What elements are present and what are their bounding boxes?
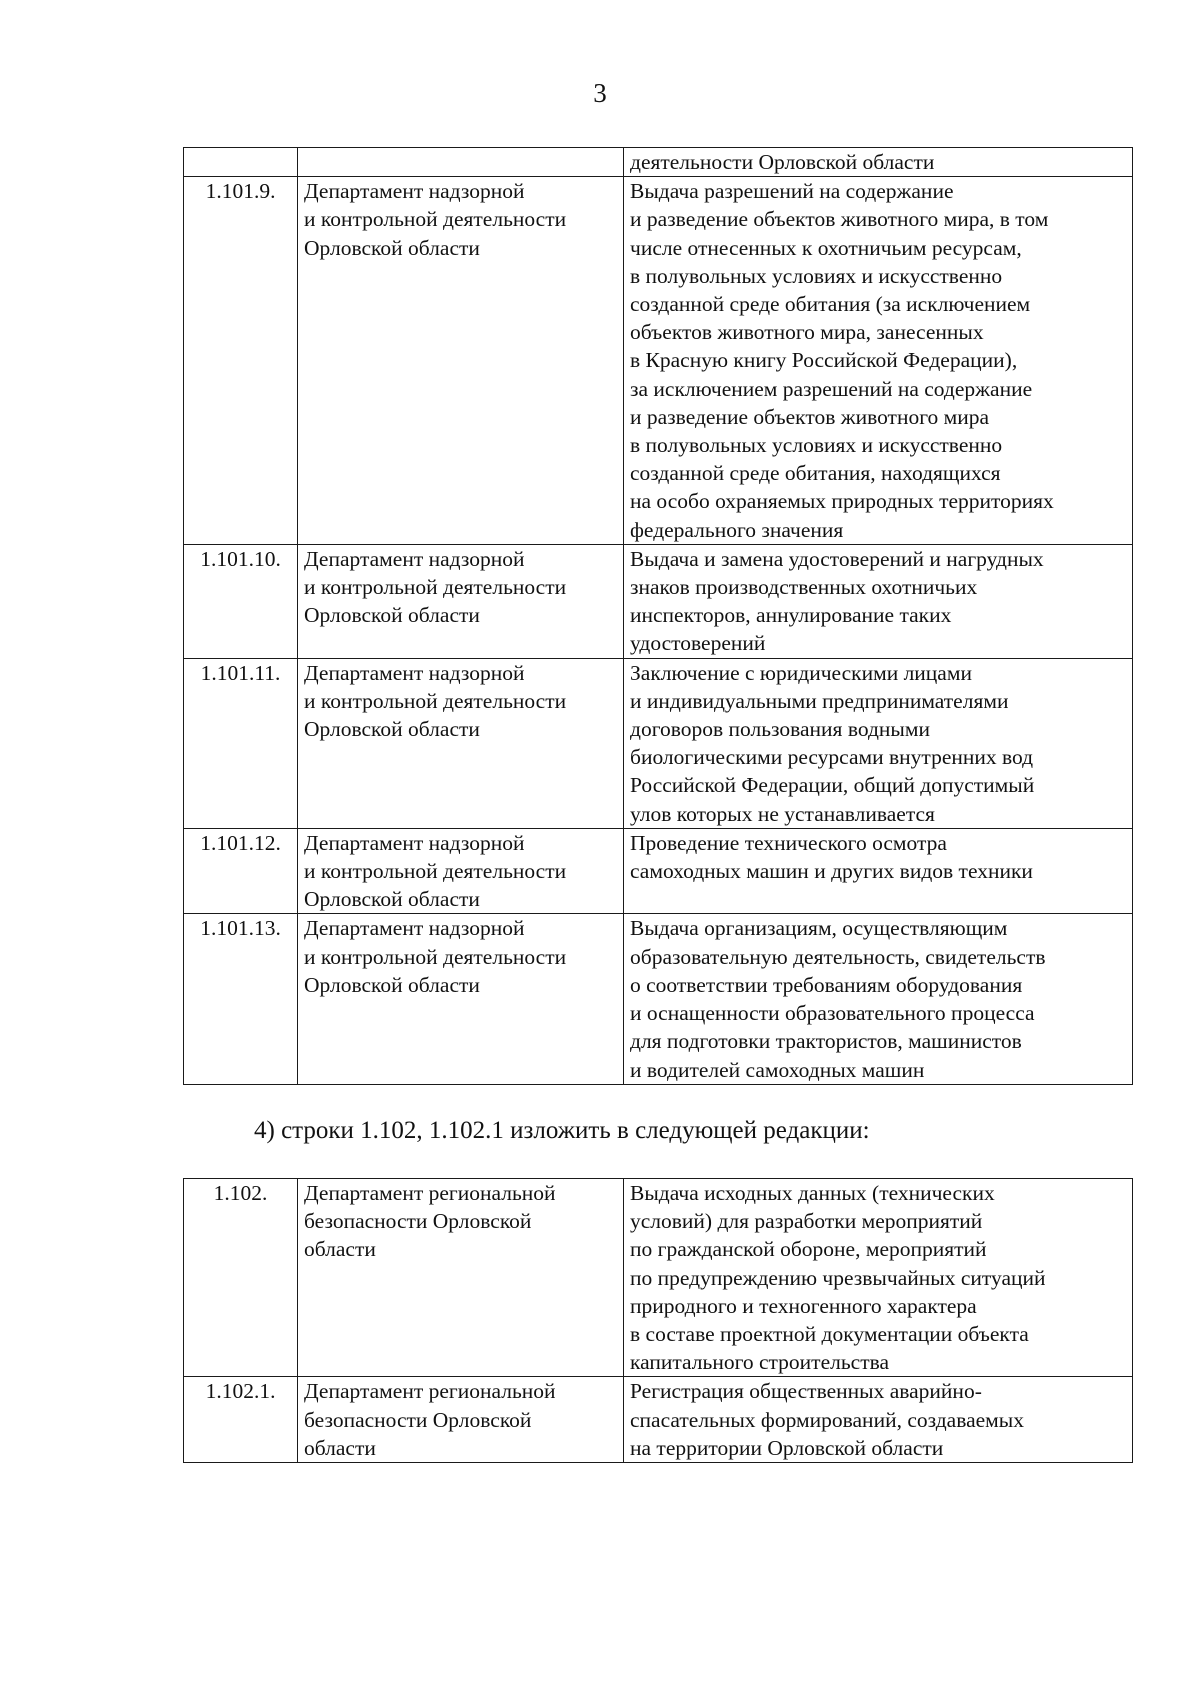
service-cell: Заключение с юридическими лицами и индивидуальными предпринимателями договоров пользования водными биологическими ресурсами внутренних вод Российской Федерации, общий допустимый улов которых не устанавливается (624, 658, 1133, 828)
service-cell: деятельности Орловской области (624, 148, 1133, 177)
department-cell: Департамент надзорной и контрольной деятельности Орловской области (298, 177, 624, 545)
table-row (184, 1377, 1133, 1463)
service-cell: Выдача разрешений на содержание и разведение объектов животного мира, в том числе отнесенных к охотничьим ресурсам, в полувольных условиях и искусственно созданной среде обитания (за исключением объектов животного мира, занесенных в Красную книгу Российской Федерации), за исключением разрешений на содержание и разведение объектов животного мира в полувольных условиях и искусственно созданной среде обитания, находящихся на особо охраняемых природных территориях федерального значения (624, 177, 1133, 545)
table-row (184, 828, 1133, 914)
department-cell: Департамент региональной безопасности Орловской области (298, 1377, 624, 1463)
service-cell: Проведение технического осмотра самоходных машин и других видов техники (624, 828, 1133, 914)
page-number: 3 (593, 78, 607, 108)
service-cell: Выдача исходных данных (технических условий) для разработки мероприятий по гражданской обороне, мероприятий по предупреждению чрезвычайных ситуаций природного и техногенного характера в составе проектной документации объекта капитального строительства (624, 1179, 1133, 1377)
department-cell: Департамент региональной безопасности Орловской области (298, 1179, 624, 1377)
row-number (184, 148, 298, 177)
table-row (184, 544, 1133, 658)
row-number: 1.101.12. (184, 828, 298, 914)
row-number: 1.102.1. (184, 1377, 298, 1463)
service-cell: Регистрация общественных аварийно- спасательных формирований, создаваемых на территории Орловской области (624, 1377, 1133, 1463)
table-row (184, 1179, 1133, 1377)
table-row (184, 658, 1133, 828)
table-row (184, 177, 1133, 545)
amendment-instruction: 4) строки 1.102, 1.102.1 изложить в следующей редакции: (254, 1117, 870, 1144)
row-number: 1.102. (184, 1179, 298, 1377)
services-table-1 (183, 147, 1133, 1085)
department-cell: Департамент надзорной и контрольной деятельности Орловской области (298, 828, 624, 914)
row-number: 1.101.13. (184, 914, 298, 1084)
row-number: 1.101.9. (184, 177, 298, 545)
department-cell: Департамент надзорной и контрольной деятельности Орловской области (298, 658, 624, 828)
service-cell: Выдача и замена удостоверений и нагрудных знаков производственных охотничьих инспекторов, аннулирование таких удостоверений (624, 544, 1133, 658)
table-row (184, 914, 1133, 1084)
department-cell: Департамент надзорной и контрольной деятельности Орловской области (298, 914, 624, 1084)
row-number: 1.101.10. (184, 544, 298, 658)
service-cell: Выдача организациям, осуществляющим образовательную деятельность, свидетельств о соответствии требованиям оборудования и оснащенности образовательного процесса для подготовки трактористов, машинистов и водителей самоходных машин (624, 914, 1133, 1084)
row-number: 1.101.11. (184, 658, 298, 828)
department-cell: Департамент надзорной и контрольной деятельности Орловской области (298, 544, 624, 658)
table-row (184, 148, 1133, 177)
services-table-2 (183, 1178, 1133, 1463)
department-cell (298, 148, 624, 177)
